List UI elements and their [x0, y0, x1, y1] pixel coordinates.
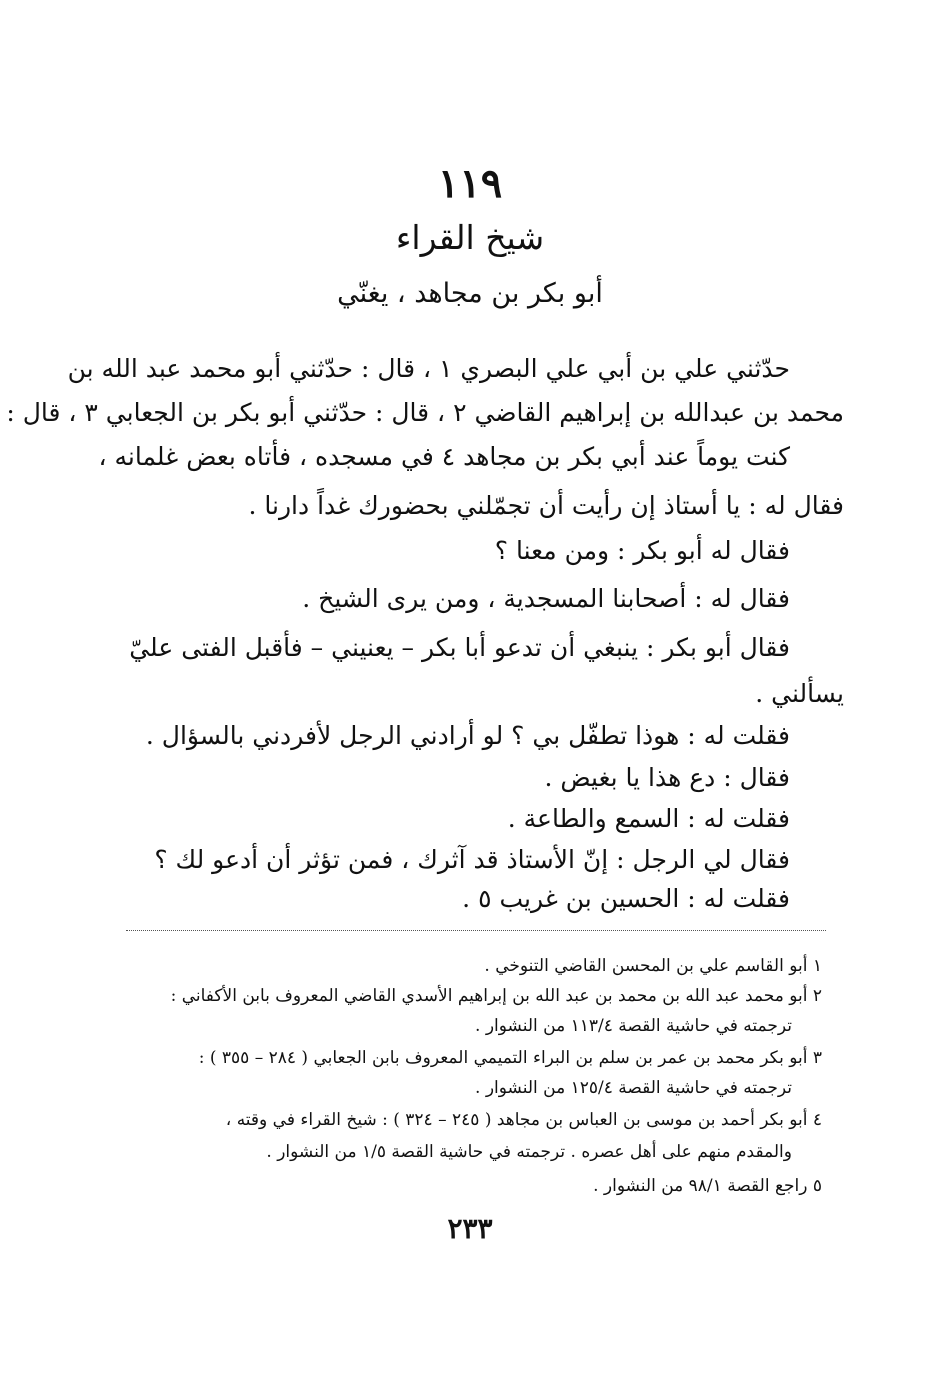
body-line: فقلت له : السمع والطاعة . [507, 804, 790, 833]
story-title: شيخ القراء [395, 218, 545, 257]
page-number: ٢٣٣ [447, 1212, 493, 1245]
story-number: ١١٩ [437, 160, 503, 207]
footnote: ترجمته في حاشية القصة ١٢٥/٤ من النشوار . [475, 1078, 792, 1098]
body-line: فقال له أبو بكر : ومن معنا ؟ [494, 536, 790, 565]
footnote: ٥ راجع القصة ٩٨/١ من النشوار . [593, 1176, 822, 1196]
body-line: محمد بن عبدالله بن إبراهيم القاضي ٢ ، قال : حدّثني أبو بكر بن الجعابي ٣ ، قال : [6, 398, 844, 427]
body-line: فقال لي الرجل : إنّ الأستاذ قد آثرك ، فمن تؤثر أن أدعو لك ؟ [154, 845, 790, 874]
body-line: فقلت له : الحسين بن غريب ٥ . [462, 884, 790, 913]
body-line: فقلت له : هوذا تطفّل بي ؟ لو أرادني الرجل لأفردني بالسؤال . [145, 721, 790, 750]
body-line: يسألني . [755, 679, 844, 708]
body-line: فقال : دع هذا يا بغيض . [544, 763, 790, 792]
body-line: فقال له : يا أستاذ إن رأيت أن تجمّلني بحضورك غداً دارنا . [248, 491, 844, 520]
footnote-separator [126, 930, 826, 931]
footnote: ٢ أبو محمد عبد الله بن محمد بن عبد الله بن إبراهيم الأسدي القاضي المعروف بابن الأكفاني : [170, 986, 822, 1006]
footnote: ٣ أبو بكر محمد بن عمر بن سلم بن البراء التميمي المعروف بابن الجعابي ( ٢٨٤ – ٣٥٥ ) : [198, 1048, 822, 1068]
body-line: فقال له : أصحابنا المسجدية ، ومن يرى الشيخ . [302, 584, 790, 613]
footnote: ٤ أبو بكر أحمد بن موسى بن العباس بن مجاهد ( ٢٤٥ – ٣٢٤ ) : شيخ القراء في وقته ، [225, 1110, 822, 1130]
story-subtitle: أبو بكر بن مجاهد ، يغنّي [337, 278, 603, 309]
footnote: ترجمته في حاشية القصة ١١٣/٤ من النشوار . [475, 1016, 792, 1036]
body-line: كنت يوماً عند أبي بكر بن مجاهد ٤ في مسجده ، فأتاه بعض غلمانه ، [98, 442, 790, 471]
body-line: حدّثني علي بن أبي علي البصري ١ ، قال : حدّثني أبو محمد عبد الله بن [67, 354, 790, 383]
footnote: ١ أبو القاسم علي بن المحسن القاضي التنوخي . [484, 956, 822, 976]
footnote: والمقدم منهم على أهل عصره . ترجمته في حاشية القصة ١/٥ من النشوار . [266, 1142, 792, 1162]
body-line: فقال أبو بكر : ينبغي أن تدعو أبا بكر – يعنيني – فأقبل الفتى عليّ [129, 633, 790, 662]
